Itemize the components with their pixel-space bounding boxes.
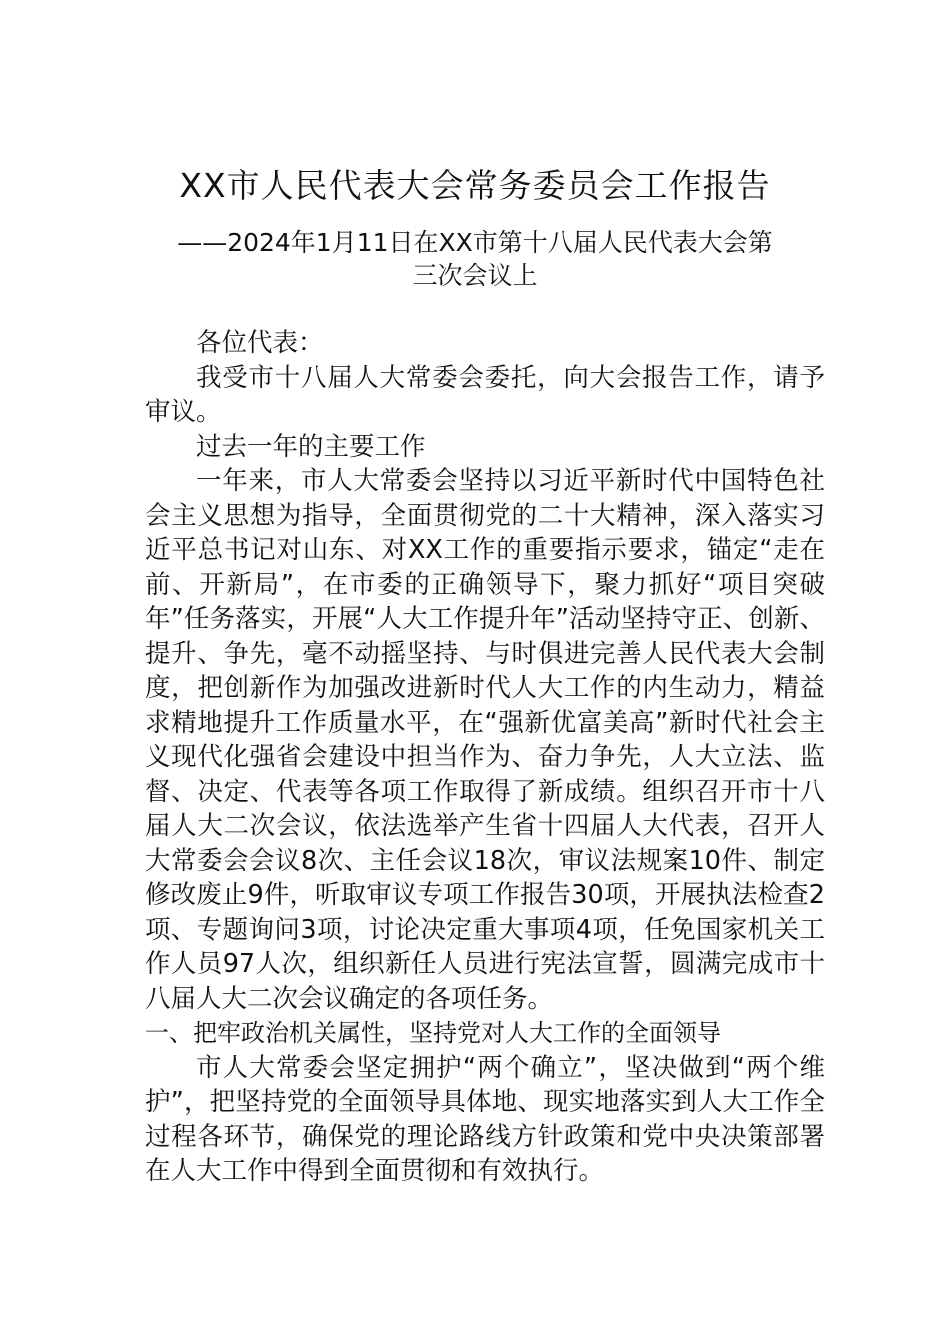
subtitle-line-1: ——2024年1月11日在XX市第十八届人民代表大会第 (177, 228, 773, 257)
document-title: XX市人民代表大会常务委员会工作报告 (179, 166, 771, 205)
document-subtitle (0, 226, 950, 292)
intro-paragraph: 我受市十八届人大常委会委托，向大会报告工作，请予审议。 (145, 362, 825, 427)
subtitle-line-2: 三次会议上 (412, 261, 538, 290)
heading-one: 一、把牢政治机关属性，坚持党对人大工作的全面领导 (145, 1019, 721, 1047)
section-heading: 过去一年的主要工作 (196, 431, 426, 462)
summary-paragraph: 一年来，市人大常委会坚持以习近平新时代中国特色社会主义思想为指导，全面贯彻党的二十大精神，深入落实习近平总书记对山东、对XX工作的重要指示要求，锚定“走在前、开新局”，在市委的正确领导下，聚力抓好“项目突破年”任务落实，开展“人大工作提升年”活动坚持守正、创新、提升、争先，毫不动摇坚持、与时俱进完善人民代表大会制度，把创新作为加强改进新时代人大工作的内生动力，精益求精地提升工作质量水平，在“强新优富美高”新时代社会主义现代化强省会建设中担当作为、奋力争先，人大立法、监督、决定、代表等各项工作取得了新成绩。组织召开市十八届人大二次会议，依法选举产生省十四届人大代表，召开人大常委会会议8次、主任会议18次，审议法规案10件、制定修改废止9件，听取审议专项工作报告30项，开展执法检查2项、专题询问3项，讨论决定重大事项4项，任免国家机关工作人员97人次，组织新任人员进行宪法宣誓，圆满完成市十八届人大二次会议确定的各项任务。 (145, 466, 825, 1014)
salutation: 各位代表： (196, 328, 324, 358)
paragraph-one: 市人大常委会坚定拥护“两个确立”，坚决做到“两个维护”，把坚持党的全面领导具体地、现实地落实到人大工作全过程各环节，确保党的理论路线方针政策和党中央决策部署在人大工作中得到全面贯彻和有效执行。 (145, 1052, 825, 1186)
document-body (145, 326, 825, 1189)
